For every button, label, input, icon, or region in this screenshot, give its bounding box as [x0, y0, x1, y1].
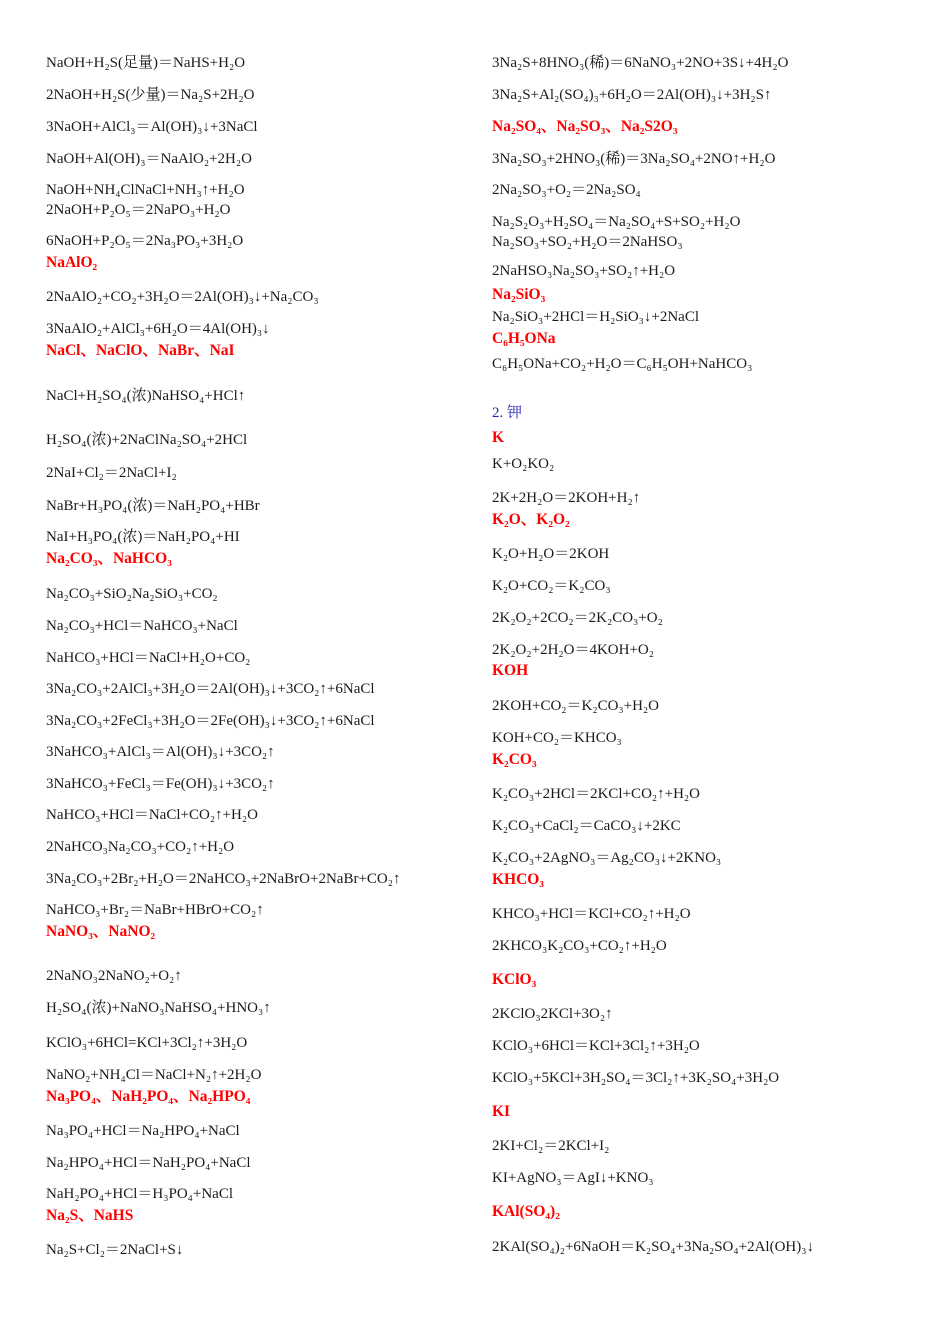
equation-line: 3Na₂CO₃+2Br₂+H₂O＝2NaHCO₃+2NaBrO+2NaBr+CO₂↑ [46, 871, 401, 887]
equation-line: KClO₃+6HCl=KCl+3Cl₂↑+3H₂O [46, 1035, 248, 1051]
equation-line: 2NaHSO₃Na₂SO₃+SO₂↑+H₂O [492, 263, 676, 279]
equation-line: K₂CO₃+2AgNO₃＝Ag₂CO₃↓+2KNO₃ [492, 850, 722, 866]
section-heading: Na₃PO₄、NaH₂PO₄、Na₂HPO₄ [46, 1088, 251, 1105]
equation-line: H₂SO₄(浓)+NaNO₃NaHSO₄+HNO₃↑ [46, 1000, 271, 1016]
equation-line: 2KHCO₃K₂CO₃+CO₂↑+H₂O [492, 938, 667, 954]
equation-line: 3NaAlO₂+AlCl₃+6H₂O＝4Al(OH)₃↓ [46, 321, 270, 337]
equation-line: KI+AgNO₃＝AgI↓+KNO₃ [492, 1170, 654, 1186]
equation-line: K₂O+H₂O＝2KOH [492, 546, 610, 562]
equation-line: 2NaNO₃2NaNO₂+O₂↑ [46, 968, 182, 984]
equation-line: 2NaHCO₃Na₂CO₃+CO₂↑+H₂O [46, 839, 235, 855]
equation-line: 2KAl(SO₄)₂+6NaOH＝K₂SO₄+3Na₂SO₄+2Al(OH)₃↓ [492, 1239, 814, 1255]
equation-line: 3Na₂SO₃+2HNO₃(稀)＝3Na₂SO₄+2NO↑+H₂O [492, 151, 776, 167]
equation-line: KClO₃+6HCl＝KCl+3Cl₂↑+3H₂O [492, 1038, 700, 1054]
equation-line: NaHCO₃+Br₂＝NaBr+HBrO+CO₂↑ [46, 902, 264, 918]
section-heading: NaNO₃、NaNO₂ [46, 923, 156, 940]
equation-line: H₂SO₄(浓)+2NaClNa₂SO₄+2HCl [46, 432, 248, 448]
equation-line: Na₃PO₄+HCl＝Na₂HPO₄+NaCl [46, 1123, 240, 1139]
equation-line: KHCO₃+HCl＝KCl+CO₂↑+H₂O [492, 906, 691, 922]
equation-line: 2NaOH+H₂S(少量)＝Na₂S+2H₂O [46, 87, 255, 103]
equation-line: NaOH+NH₄ClNaCl+NH₃↑+H₂O [46, 182, 245, 198]
equation-line: 3NaHCO₃+FeCl₃＝Fe(OH)₃↓+3CO₂↑ [46, 776, 275, 792]
section-heading: KClO₃ [492, 971, 537, 988]
equation-line: KOH+CO₂＝KHCO₃ [492, 730, 622, 746]
equation-line: 2K+2H₂O＝2KOH+H₂↑ [492, 490, 641, 506]
equation-line: 2NaOH+P₂O₅＝2NaPO₃+H₂O [46, 202, 231, 218]
equation-line: 3Na₂CO₃+2AlCl₃+3H₂O＝2Al(OH)₃↓+3CO₂↑+6NaCl [46, 681, 375, 697]
equation-line: NaOH+Al(OH)₃＝NaAlO₂+2H₂O [46, 151, 252, 167]
equation-line: 3NaOH+AlCl₃＝Al(OH)₃↓+3NaCl [46, 119, 258, 135]
chapter-title: 2. 钾 [492, 405, 523, 421]
section-heading: KHCO₃ [492, 871, 545, 888]
equation-line: 2KI+Cl₂＝2KCl+I₂ [492, 1138, 610, 1154]
equation-line: NaNO₂+NH₄Cl＝NaCl+N₂↑+2H₂O [46, 1067, 262, 1083]
equation-line: 6NaOH+P₂O₅＝2Na₃PO₃+3H₂O [46, 233, 244, 249]
equation-line: 2K₂O₂+2CO₂＝2K₂CO₃+O₂ [492, 610, 663, 626]
section-heading: NaCl、NaClO、NaBr、NaI [46, 342, 235, 359]
equation-line: 3NaHCO₃+AlCl₃＝Al(OH)₃↓+3CO₂↑ [46, 744, 275, 760]
equation-line: 2NaI+Cl₂＝2NaCl+I₂ [46, 465, 177, 481]
equation-line: Na₂SO₃+SO₂+H₂O＝2NaHSO₃ [492, 234, 683, 250]
equation-line: Na₂SiO₃+2HCl＝H₂SiO₃↓+2NaCl [492, 309, 700, 325]
equation-line: NaH₂PO₄+HCl＝H₃PO₄+NaCl [46, 1186, 234, 1202]
section-heading: K₂CO₃ [492, 751, 537, 768]
equation-line: NaHCO₃+HCl＝NaCl+CO₂↑+H₂O [46, 807, 258, 823]
equation-line: Na₂CO₃+SiO₂Na₂SiO₃+CO₂ [46, 586, 218, 602]
equation-line: 2KClO₃2KCl+3O₂↑ [492, 1006, 613, 1022]
equation-line: KClO₃+5KCl+3H₂SO₄＝3Cl₂↑+3K₂SO₄+3H₂O [492, 1070, 780, 1086]
equation-line: K₂CO₃+2HCl＝2KCl+CO₂↑+H₂O [492, 786, 700, 802]
section-heading: KOH [492, 662, 529, 679]
equation-line: NaCl+H₂SO₄(浓)NaHSO₄+HCl↑ [46, 388, 246, 404]
equation-line: NaBr+H₃PO₄(浓)＝NaH₂PO₄+HBr [46, 498, 260, 514]
section-heading: C₆H₅ONa [492, 330, 556, 347]
equation-line: 2K₂O₂+2H₂O＝4KOH+O₂ [492, 642, 654, 658]
equation-line: NaOH+H₂S(足量)＝NaHS+H₂O [46, 55, 246, 71]
section-heading: NaAlO₂ [46, 254, 98, 271]
equation-line: NaI+H₃PO₄(浓)＝NaH₂PO₄+HI [46, 529, 240, 545]
equation-line: Na₂S₂O₃+H₂SO₄＝Na₂SO₄+S+SO₂+H₂O [492, 214, 741, 230]
equation-line: NaHCO₃+HCl＝NaCl+H₂O+CO₂ [46, 650, 251, 666]
equation-line: C₆H₅ONa+CO₂+H₂O＝C₆H₅OH+NaHCO₃ [492, 356, 753, 372]
equation-line: Na₂HPO₄+HCl＝NaH₂PO₄+NaCl [46, 1155, 251, 1171]
equation-line: K₂O+CO₂＝K₂CO₃ [492, 578, 611, 594]
equation-line: 2KOH+CO₂＝K₂CO₃+H₂O [492, 698, 660, 714]
equation-line: 2Na₂SO₃+O₂＝2Na₂SO₄ [492, 182, 641, 198]
section-heading: K₂O、K₂O₂ [492, 511, 570, 528]
section-heading: Na₂SiO₃ [492, 286, 546, 303]
section-heading: Na₂SO₄、Na₂SO₃、Na₂S2O₃ [492, 118, 678, 135]
equation-line: K₂CO₃+CaCl₂＝CaCO₃↓+2KC [492, 818, 681, 834]
equation-line: Na₂S+Cl₂＝2NaCl+S↓ [46, 1242, 184, 1258]
section-heading: K [492, 429, 505, 446]
section-heading: Na₂S、NaHS [46, 1207, 134, 1224]
equation-line: 3Na₂CO₃+2FeCl₃+3H₂O＝2Fe(OH)₃↓+3CO₂↑+6NaCl [46, 713, 375, 729]
equation-line: 3Na₂S+8HNO₃(稀)＝6NaNO₃+2NO+3S↓+4H₂O [492, 55, 789, 71]
equation-line: 2NaAlO₂+CO₂+3H₂O＝2Al(OH)₃↓+Na₂CO₃ [46, 289, 319, 305]
equation-line: Na₂CO₃+HCl＝NaHCO₃+NaCl [46, 618, 238, 634]
section-heading: KI [492, 1103, 511, 1120]
equation-line: 3Na₂S+Al₂(SO₄)₃+6H₂O＝2Al(OH)₃↓+3H₂S↑ [492, 87, 772, 103]
equation-line: K+O₂KO₂ [492, 456, 555, 472]
section-heading: Na₂CO₃、NaHCO₃ [46, 550, 172, 567]
section-heading: KAl(SO₄)₂ [492, 1203, 560, 1220]
